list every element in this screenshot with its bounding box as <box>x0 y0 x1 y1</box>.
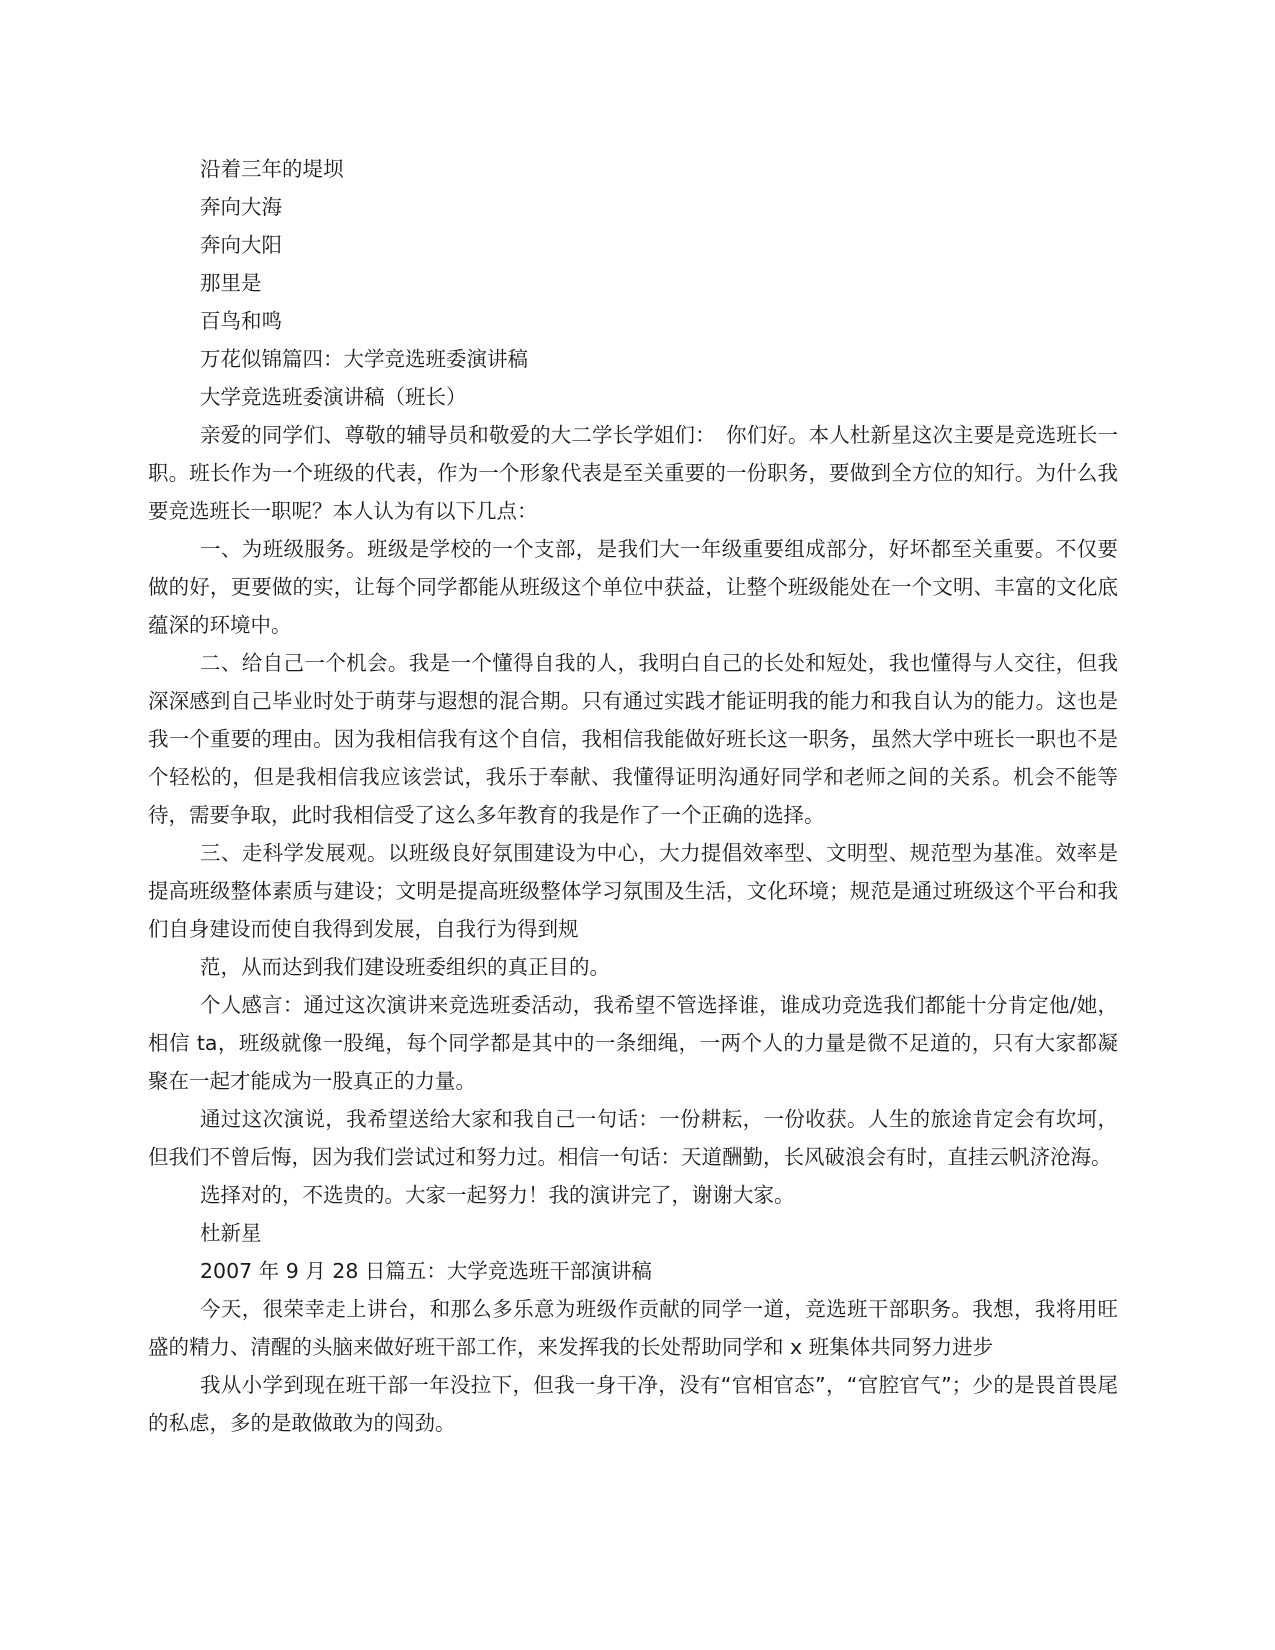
poem-line: 奔向大阳 <box>200 233 282 257</box>
poem-line: 那里是 <box>200 271 262 295</box>
poem-line: 奔向大海 <box>200 195 282 219</box>
paragraph-experience: 我从小学到现在班干部一年没拉下，但我一身干净，没有“官相官态”，“官腔官气”；少的是畏首畏尾的私虑，多的是敢做敢为的闯劲。 <box>148 1373 1118 1435</box>
paragraph-point-two: 二、给自己一个机会。我是一个懂得自我的人，我明白自己的长处和短处，我也懂得与人交往，但我深深感到自己毕业时处于萌芽与遐想的混合期。只有通过实践才能证明我的能力和我自认为的能力。这也是我一个重要的理由。因为我相信我有这个自信，我相信我能做好班长这一职务，虽然大学中班长一职也不是个轻松的，但是我相信我应该尝试，我乐于奉献、我懂得证明沟通好同学和老师之间的关系。机会不能等待，需要争取，此时我相信受了这么多年教育的我是作了一个正确的选择。 <box>148 651 1118 827</box>
speech-title: 大学竞选班委演讲稿（班长） <box>200 385 467 409</box>
paragraph-continuation: 范，从而达到我们建设班委组织的真正目的。 <box>200 955 610 979</box>
paragraph-point-three: 三、走科学发展观。以班级良好氛围建设为中心，大力提倡效率型、文明型、规范型为基准。效率是提高班级整体素质与建设；文明是提高班级整体学习氛围及生活，文化环境；规范是通过班级这个平台和我们自身建设而使自我得到发展，自我行为得到规 <box>148 841 1118 941</box>
paragraph-intro: 今天，很荣幸走上讲台，和那么多乐意为班级作贡献的同学一道，竞选班干部职务。我想，我将用旺盛的精力、清醒的头脑来做好班干部工作，来发挥我的长处帮助同学和 x 班集体共同努力进步 <box>148 1297 1118 1359</box>
paragraph-greeting: 亲爱的同学们、尊敬的辅导员和敬爱的大二学长学姐们： 你们好。本人杜新星这次主要是竞选班长一职。班长作为一个班级的代表，作为一个形象代表是至关重要的一份职务，要做到全方位的知行。为什么我要竞选班长一职呢？本人认为有以下几点： <box>148 423 1118 523</box>
date-and-section-heading: 2007 年 9 月 28 日篇五：大学竞选班干部演讲稿 <box>200 1259 652 1283</box>
signature-name: 杜新星 <box>200 1221 262 1245</box>
paragraph-thanks: 选择对的，不选贵的。大家一起努力！我的演讲完了，谢谢大家。 <box>200 1183 795 1207</box>
poem-line: 沿着三年的堤坝 <box>200 157 344 181</box>
document-page <box>148 150 1118 1442</box>
poem-line: 百鸟和鸣 <box>200 309 282 333</box>
section-heading: 万花似锦篇四：大学竞选班委演讲稿 <box>200 347 528 371</box>
paragraph-point-one: 一、为班级服务。班级是学校的一个支部，是我们大一年级重要组成部分，好坏都至关重要。不仅要做的好，更要做的实，让每个同学都能从班级这个单位中获益，让整个班级能处在一个文明、丰富的文化底蕴深的环境中。 <box>148 537 1118 637</box>
paragraph-closing-words: 通过这次演说，我希望送给大家和我自己一句话：一份耕耘，一份收获。人生的旅途肯定会有坎坷，但我们不曾后悔，因为我们尝试过和努力过。相信一句话：天道酬勤，长风破浪会有时，直挂云帆济沧海。 <box>148 1107 1118 1169</box>
paragraph-personal-remarks: 个人感言：通过这次演讲来竞选班委活动，我希望不管选择谁，谁成功竞选我们都能十分肯定他/她，相信 ta，班级就像一股绳，每个同学都是其中的一条细绳，一两个人的力量是微不足道的，只有大家都凝聚在一起才能成为一股真正的力量。 <box>148 993 1118 1093</box>
